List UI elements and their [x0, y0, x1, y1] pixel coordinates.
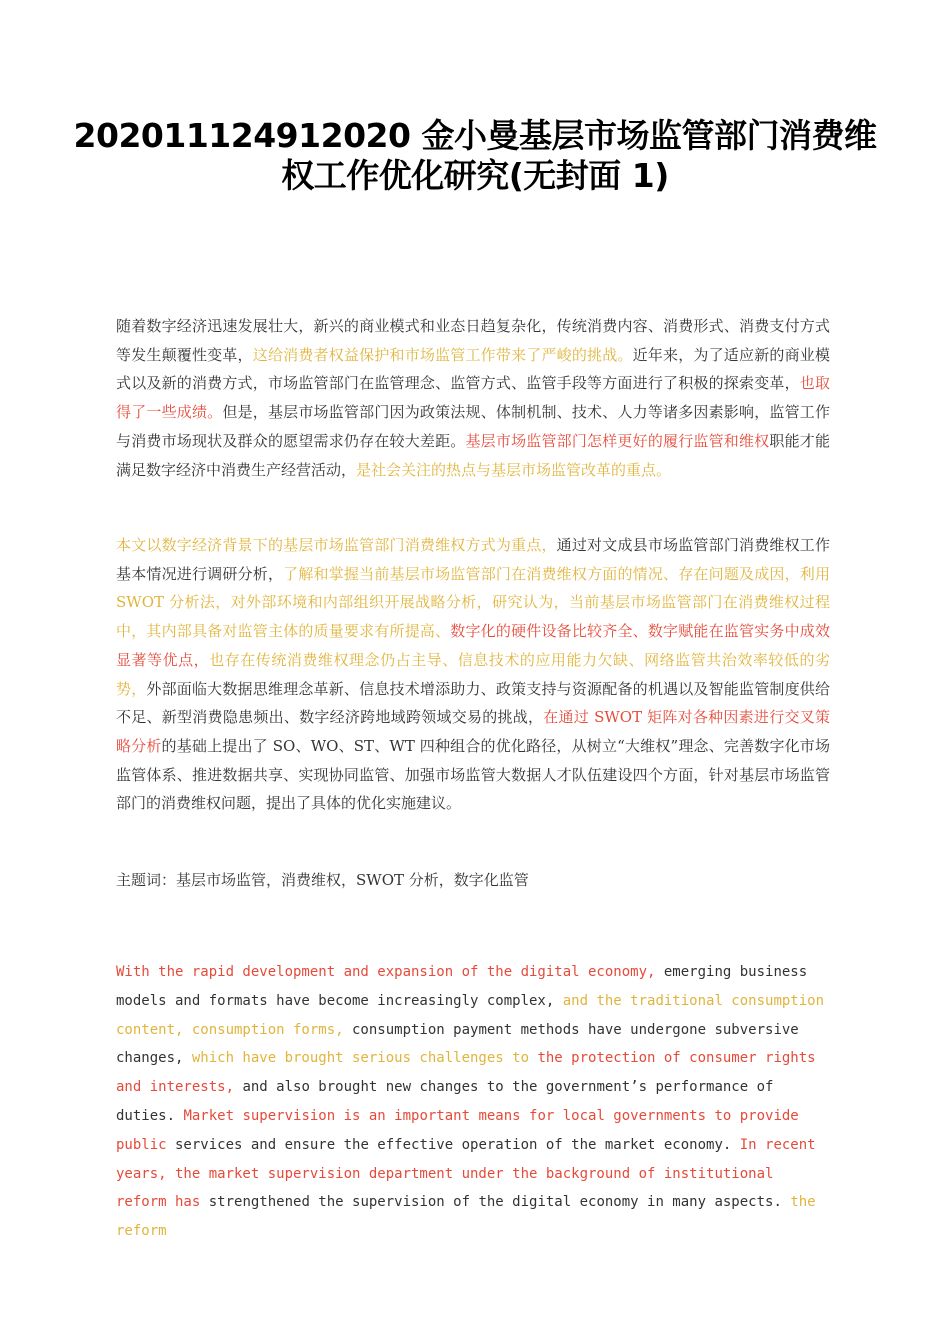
text-run: 本文以数字经济背景下的基层市场监管部门消费维权方式为重点， [116, 536, 557, 554]
abstract-zh-paragraph-2 [116, 531, 830, 818]
text-run: 通过对文成县市场监管部门消费维权工作基本情况进行调研分析， [116, 536, 830, 583]
text-run: 但是，基层市场监管部门因为政策法规、体制机制、技术、人力等诸多因素影响，监管工作与消费市场现状及群众的愿望需求仍存在较大差距。 [116, 403, 830, 450]
text-run: the reform [116, 1194, 816, 1240]
keywords-zh: 主题词：基层市场监管，消费维权，SWOT 分析，数字化监管 [116, 871, 529, 889]
text-run: 也取得了一些成绩。 [116, 374, 830, 422]
text-run: 是社会关注的热点与基层市场监管改革的重点。 [356, 460, 672, 479]
text-run: 也存在传统消费维权理念仍占主导、信息技术的应用能力欠缺、网络监管共治效率较低的劣势， [116, 650, 830, 698]
text-run: 基层市场监管部门怎样更好的履行监管和维权 [465, 431, 770, 450]
text-run: consumption payment methods have undergone subversive changes, [116, 1021, 799, 1067]
text-run: 的基础上提出了 SO、WO、ST、WT 四种组合的优化路径，从树立“大维权”理念、完善数字化市场监管体系、推进数据共享、实现协同监管、加强市场监管大数据人才队伍建设四个方面，针对基层市场监管部门的消费维权问题，提出了具体的优化实施建议。 [116, 736, 830, 813]
text-run: 这给消费者权益保护和市场监管工作带来了严峻的挑战。 [252, 345, 633, 364]
text-run: 近年来，为了适应新的商业模式以及新的消费方式，市场监管部门在监管理念、监管方式、监管手段等方面进行了积极的探索变革， [116, 345, 830, 393]
text-run: services and ensure the effective operation of the market economy. [166, 1136, 740, 1153]
text-run: which have brought serious challenges to [191, 1050, 538, 1067]
text-run: 了解和掌握当前基层市场监管部门在消费维权方面的情况、存在问题及成因，利用 SWOT 分析法，对外部环境和内部组织开展战略分析，研究认为，当前基层市场监管部门在消费维权过程中，其内部具备对监管主体的质量要求有所提高、 [116, 564, 830, 641]
text-run: In recent years, the market supervision department under the background of institutional reform has [116, 1136, 816, 1211]
text-run: Market supervision is an important means for local governments to provide public [116, 1107, 799, 1153]
text-run: 数字化的硬件设备比较齐全、数字赋能在监管实务中成效显著等优点， [116, 622, 830, 669]
text-run: emerging business models and formats have become increasingly complex, [116, 964, 808, 1009]
text-run: and the traditional consumption content, consumption forms, [116, 992, 825, 1038]
text-run: 职能才能满足数字经济中消费生产经营活动， [116, 431, 830, 479]
text-run: the protection of consumer rights and interests, [116, 1050, 816, 1096]
document-title: 202011124912020 金小曼基层市场监管部门消费维权工作优化研究(无封面 1) [73, 116, 877, 195]
text-run: 外部面临大数据思维理念革新、信息技术增添助力、政策支持与资源配备的机遇以及智能监管制度供给不足、新型消费隐患频出、数字经济跨地域跨领域交易的挑战， [116, 679, 830, 727]
text-run: strengthened the supervision of the digital economy in many aspects. [200, 1194, 791, 1211]
abstract-zh-paragraph-1 [116, 312, 830, 484]
text-run: 随着数字经济迅速发展壮大，新兴的商业模式和业态日趋复杂化，传统消费内容、消费形式、消费支付方式等发生颠覆性变革， [116, 317, 830, 364]
text-run: and also brought new changes to the government’s performance of duties. [116, 1079, 774, 1124]
text-run: 在通过 SWOT 矩阵对各种因素进行交叉策略分析 [116, 708, 830, 755]
abstract-en-paragraph [116, 958, 832, 1246]
text-run: With the rapid development and expansion of the digital economy, [116, 964, 656, 980]
